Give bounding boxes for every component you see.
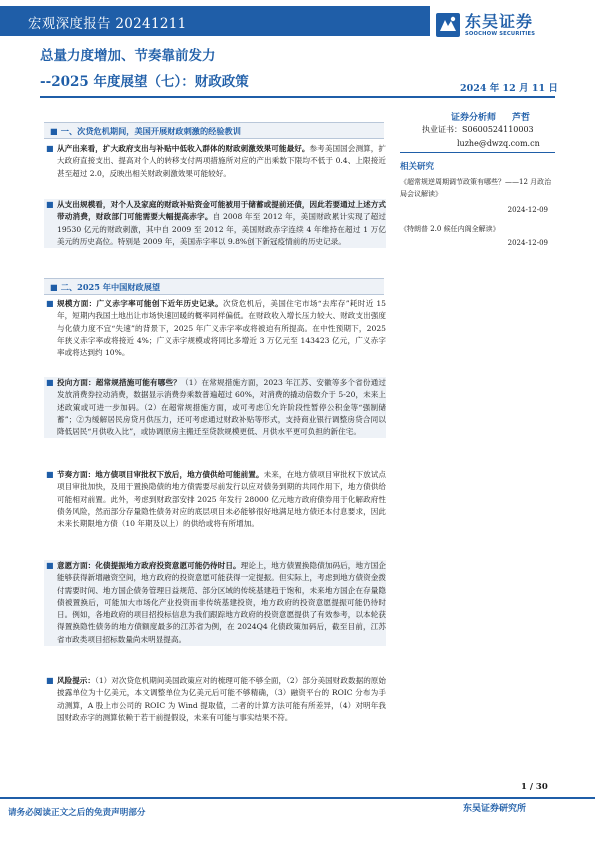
bullet-icon: ■ <box>46 144 54 153</box>
page-number: 1 / 30 <box>521 782 548 792</box>
paragraph-lead: 从产出来看，扩大政府支出与补贴中低收入群体的财政刺激效果可能最好。 <box>57 144 310 153</box>
related-item[interactable]: 《超常规逆周期调节政策有哪些？——12 月政治局会议解读》 <box>400 178 552 198</box>
soochow-logo-icon <box>435 12 461 38</box>
summary-paragraph <box>44 377 386 438</box>
paragraph-body: 未来，在地方债项目审批权下放试点项目审批加快，及用于置换隐债的地方债需要尽前发行以应对债务到期的共同作用下，地方债供给可能相对前置。此外，考虑到财政部安排 2025 年发行 28000 亿元地方政府债券用于化解政府性债务风险，然而部分存量隐性债务对应的底层项目未必能够很好地满足地方债还本付息要求，因此未来长期限地方债（10 年期及以上）的供给或将有所增加。 <box>57 470 387 529</box>
section-heading <box>44 278 384 295</box>
summary-paragraph <box>44 199 386 248</box>
summary-paragraph <box>44 298 386 359</box>
report-type: 宏观深度报告 20241211 <box>28 16 187 32</box>
related-date: 2024-12-09 <box>507 206 548 214</box>
section-heading-text: 一、次贷危机期间，美国开展财政刺激的经验教训 <box>60 126 241 136</box>
paragraph-body: 次贷危机后，美国住宅市场“去库存”耗时近 15 年，短期内我国土地出让市场快速回暖的概率同样偏低。在财政收入增长压力较大、财政支出强度与化债力度不宜“失速”的背景下，2025 年广义赤字率或将被迫有所提高。在中性预期下，2025 年狭义赤字率或将接近 4%；广义赤字规模或将同比多增近 3 万亿元至 143423 亿元，广义赤字率或将达到约 10%。 <box>57 299 386 358</box>
paragraph-body: 参考美国国会测算，扩大政府直接支出、提高对个人的转移支付两项措施所对应的产出乘数下限均不低于 0.4、上限接近甚至超过 2.0，反映出相关财政刺激效果可能较好。 <box>57 144 386 178</box>
summary-paragraph <box>44 469 386 530</box>
analyst-role: 证券分析师 <box>451 113 497 123</box>
bullet-icon: ■ <box>46 299 54 308</box>
analyst-cert: 执业证书：S0600524110003 <box>422 125 534 134</box>
side-divider <box>400 152 555 153</box>
related-date: 2024-12-09 <box>507 239 548 247</box>
section-marker-icon: ■ <box>50 282 58 292</box>
related-heading: 相关研究 <box>400 162 435 172</box>
analyst-name: 芦哲 <box>512 113 531 123</box>
section-heading <box>44 122 384 139</box>
bullet-icon: ■ <box>46 200 54 209</box>
related-item[interactable]: 《特朗普 2.0 候任内阁全解读》 <box>400 225 500 233</box>
section-heading-text: 二、2025 年中国财政展望 <box>60 282 161 292</box>
footer-disclaimer: 请务必阅读正文之后的免责声明部分 <box>8 808 146 818</box>
bullet-icon: ■ <box>46 378 54 387</box>
footer-institute: 东吴证券研究所 <box>463 804 527 814</box>
paragraph-body: 自 2008 年至 2012 年，美国财政累计实现了超过 19530 亿元的财政刺激，其中自 2009 至 2012 年，美国财政赤字连续 4 年维持在超过 1 万亿美元的历史高位。特别是 2009 年，美国赤字率以 9.8%创下新冠疫情前的历史记录。 <box>57 212 386 246</box>
report-title: 总量力度增加、节奏靠前发力 <box>40 48 216 64</box>
bullet-icon: ■ <box>46 676 54 685</box>
section-marker-icon: ■ <box>50 126 58 136</box>
summary-paragraph <box>44 143 386 180</box>
paragraph-lead: 规模方面：广义赤字率可能创下近年历史记录。 <box>57 299 223 308</box>
bullet-icon: ■ <box>46 561 54 570</box>
report-subtitle: --2025 年度展望（七）：财政政策 <box>40 74 249 90</box>
title-divider <box>40 96 555 98</box>
logo-en: SOOCHOW SECURITIES <box>465 30 536 37</box>
paragraph-lead: 投向方面：超常规措施可能有哪些？ <box>57 378 182 387</box>
footer-divider <box>0 797 595 799</box>
company-logo <box>435 12 535 38</box>
report-date: 2024 年 12 月 11 日 <box>460 83 558 94</box>
logo-cn: 东吴证券 <box>465 11 534 31</box>
paragraph-lead: 意愿方面：化债提振地方政府投资意愿可能仍待时日。 <box>57 561 241 570</box>
paragraph-lead: 从支出规模看，对个人及家庭的财政补贴资金可能被用于储蓄或提前还债，因此若要通过上述方式带动消费，财政部门可能需要大幅提高赤字。 <box>57 200 386 222</box>
paragraph-lead: 节奏方面：地方债项目审批权下放后，地方债供给可能前置。 <box>57 470 264 479</box>
paragraph-body: 理论上，地方债置换隐债加码后，地方国企能够获得新增融资空间，地方政府的投资意愿可能获得一定提振。但实际上，考虑到地方债资金拨付需要时间、地方国企债务管理日益规范、部分区域的传统基建趋于饱和，未来地方国企在存量隐债被置换后，可能加大市场化产业投资而非传统基建投资，地方政府的投资意愿提振可能仍待时日。例如，各地政府的项目招投标信息为我们跟踪地方政府的投资意愿提供了有效参考，以本轮获得置换隐性债务的地方债额度最多的江苏省为例，在 2024Q4 化债政策加码后，截至目前，江苏省市政类项目招标数量尚未明显提高。 <box>57 561 387 644</box>
paragraph-lead: 风险提示： <box>57 676 96 685</box>
analyst-line <box>451 110 530 123</box>
paragraph-body: （1）对次贷危机期间美国政策应对的梳理可能不够全面，（2）部分美国财政数据的原始披露单位为十亿美元，本文调整单位为亿美元后可能不够精确，（3）融资平台的 ROIC 分布为手动测算，A 股上市公司的 ROIC 为 Wind 提取值，二者的计算方法可能有所差异，（4）对明年我国财政赤字的测算依赖于若干前提假设，未来有可能与事实结果不符。 <box>57 676 386 722</box>
analyst-email[interactable]: luzhe@dwzq.com.cn <box>457 139 540 148</box>
risk-paragraph <box>44 675 386 724</box>
bullet-icon: ■ <box>46 470 54 479</box>
paragraph-body: （1）在常规措施方面，2023 年江苏、安徽等多个省份通过发放消费券拉动消费，数据显示消费券乘数普遍超过 60%，对消费的撬动倍数介于 5-20，未来上述政策或可进一步加码。（2）在超常规措施方面，或可考虑①允许阶段性暂停公积金等“强制储蓄”；②为缓解居民房贷月供压力，还可考虑通过财政补贴等形式，支持商业银行调整房贷合同以降低居民“月供收入比”，或协调原房主搬迁至贷款规模更低、月供水平更可负担的新住宅。 <box>57 378 386 437</box>
summary-paragraph <box>44 560 386 646</box>
